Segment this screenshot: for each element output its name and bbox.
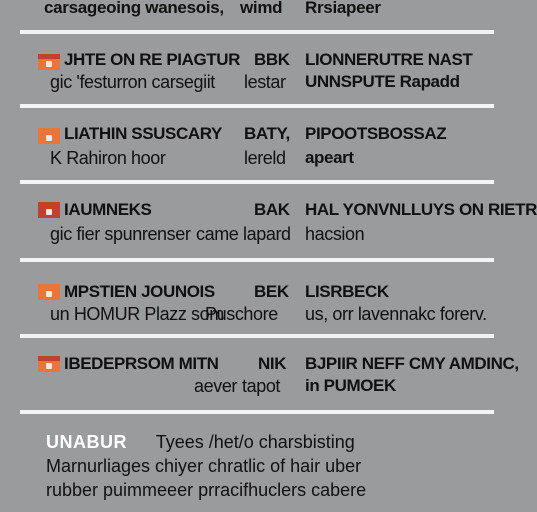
row-info-sub: in PUMOEK [305,376,396,395]
row-code-sub: lestar [244,72,286,92]
footer-text-1: Tyees /het/o charsbisting [155,432,355,452]
row-info: HAL YONVNLLUYS ON RIETR [305,200,537,219]
divider [20,258,494,262]
row-code: BBK [254,50,290,69]
row-code-sub: Puschore [205,304,278,324]
flag-icon [38,202,60,218]
divider [20,410,494,414]
row-info-sub: us, orr lavennakc forerv. [305,304,487,324]
flag-icon [38,54,60,70]
row-subtitle: K Rahiron hoor [50,148,166,168]
footer-brand: UNABUR [46,432,127,452]
row-code: NIK [258,354,287,373]
row-subtitle: gic 'festurron carsegiit [50,72,215,92]
list-item[interactable] [0,40,512,110]
header-col-2: wimd [240,0,283,17]
row-info-sub: UNNSPUTE Rapadd [305,72,460,91]
row-code: BATY, [244,124,290,143]
row-info: LISRBECK [305,282,389,301]
row-title: IBEDEPRSOM MITN [64,354,219,373]
row-info: BJPIIR NEFF CMY AMDINC, [305,354,519,373]
row-subtitle: un HOMUR Plazz som [50,304,224,324]
flag-icon [38,284,60,300]
row-info: LIONNERUTRE NAST [305,50,473,69]
list-item[interactable] [0,268,512,338]
header-col-1: carsageoing wanesois, [44,0,224,17]
flag-icon [38,356,60,372]
divider [20,180,494,184]
divider [20,334,494,338]
row-title: IAUMNEKS [64,200,152,219]
header-col-3: Rrsiapeer [305,0,381,17]
row-title: MPSTIEN JOUNOIS [64,282,215,301]
footer-line-3: rubber puimmeeer prracifhuclers cabere [46,480,367,500]
row-code-sub: came lapard [196,224,291,244]
row-code: BAK [254,200,290,219]
row-code: BEK [254,282,289,301]
row-subtitle: aever [194,376,238,396]
row-title: LIATHIN SSUSCARY [64,124,222,143]
flag-icon [38,128,60,144]
list-item[interactable] [0,190,537,260]
row-title: JHTE ON RE PIAGTUR [64,50,241,69]
row-subtitle: gic fier spunrenser [50,224,191,244]
list-item[interactable] [0,344,519,414]
footer-line-2: Marnurliages chiyer chratlic of hair uber [46,456,362,476]
row-info-sub: apeart [305,148,354,167]
footer-line-1 [46,432,355,453]
row-info-sub: hacsion [305,224,365,244]
divider [20,104,494,108]
header-row [0,0,512,22]
list-item[interactable] [0,114,512,184]
row-info: PIPOOTSBOSSAZ [305,124,447,143]
row-code-sub: tapot [242,376,281,396]
divider [20,30,494,34]
row-code-sub: lereld [244,148,286,168]
